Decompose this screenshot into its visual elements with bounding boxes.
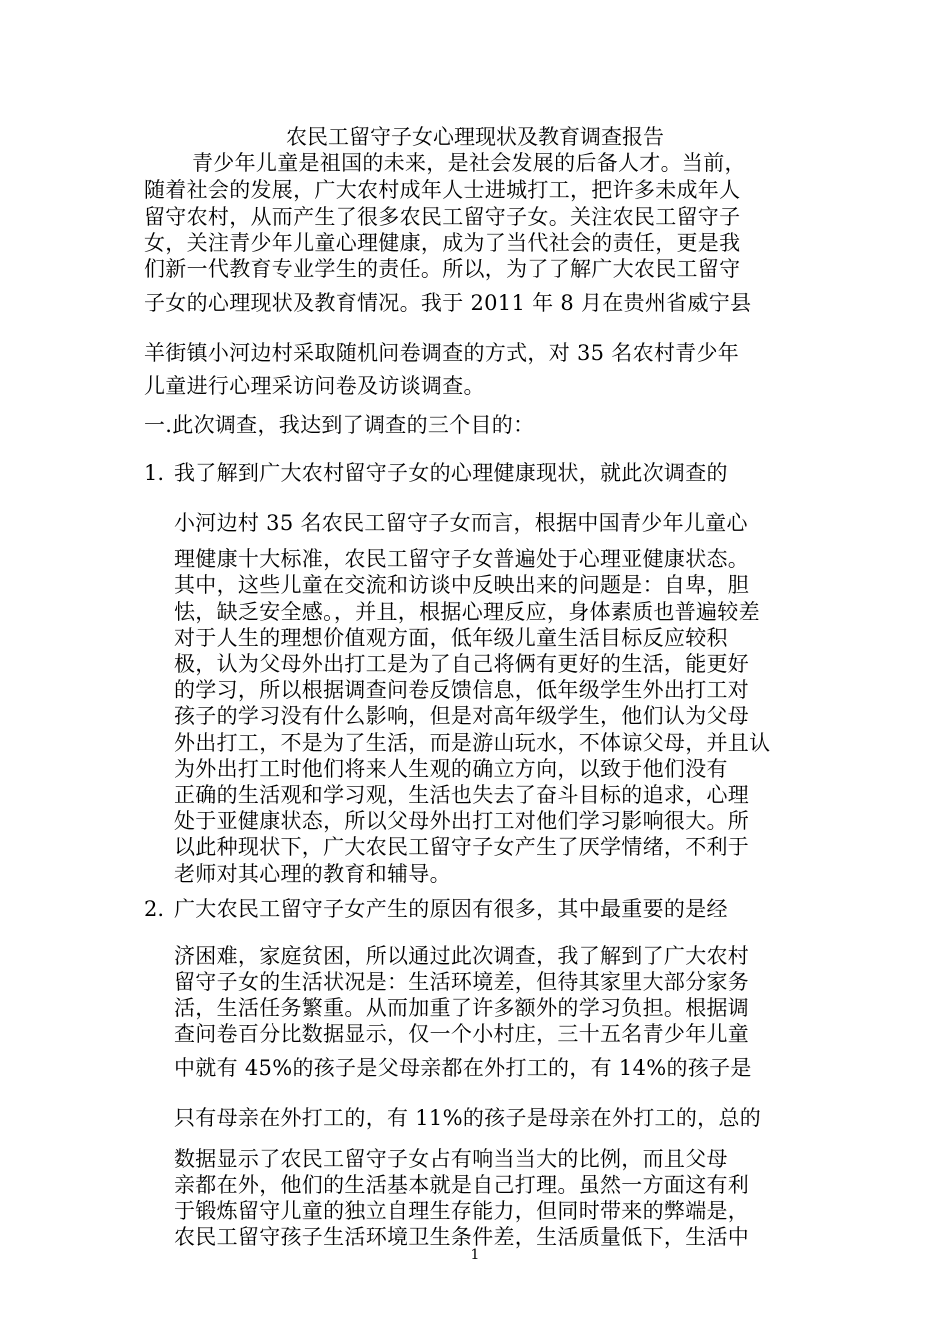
intro-line: 随着社会的发展，广大农村成年人士进城打工，把许多未成年人 [144, 178, 741, 202]
list-item-line: 小河边村 35 名农民工留守子女而言，根据中国青少年儿童心 [174, 511, 748, 535]
list-item-line: 处于亚健康状态，所以父母外出打工对他们学习影响很大。所 [174, 809, 750, 833]
list-item-line: 正确的生活观和学习观，生活也失去了奋斗目标的追求，心理 [174, 783, 750, 807]
list-item-line: 活，生活任务繁重。从而加重了许多额外的学习负担。根据调 [174, 996, 750, 1020]
page-number: 1 [470, 1247, 480, 1263]
intro-line: 留守农村，从而产生了很多农民工留守子女。关注农民工留守子 [144, 205, 741, 229]
intro-line: 女，关注青少年儿童心理健康，成为了当代社会的责任，更是我 [144, 231, 741, 255]
list-item-line: 的学习，所以根据调查问卷反馈信息，低年级学生外出打工对 [174, 678, 750, 702]
list-item-line: 理健康十大标准，农民工留守子女普遍处于心理亚健康状态。 [174, 547, 750, 571]
list-number: 1. [144, 461, 165, 485]
list-item-line: 为外出打工时他们将来人生观的确立方向，以致于他们没有 [174, 757, 728, 781]
list-item-line: 老师对其心理的教育和辅导。 [174, 862, 451, 886]
intro-line: 青少年儿童是祖国的未来，是社会发展的后备人才。当前， [192, 151, 746, 175]
list-item-line: 对于人生的理想价值观方面，低年级儿童生活目标反应较积 [174, 626, 728, 650]
list-item-line: 外出打工，不是为了生活，而是游山玩水，不体谅父母，并且认 [174, 731, 771, 755]
list-item-line: 中就有 45%的孩子是父母亲都在外打工的，有 14%的孩子是 [174, 1056, 752, 1080]
intro-line: 羊街镇小河边村采取随机问卷调查的方式，对 35 名农村青少年 [144, 341, 740, 365]
list-number: 2. [144, 897, 165, 921]
list-item-line: 留守子女的生活状况是：生活环境差，但待其家里大部分家务 [174, 970, 750, 994]
intro-line: 们新一代教育专业学生的责任。所以，为了了解广大农民工留守 [144, 257, 741, 281]
list-item-line: 亲都在外，他们的生活基本就是自己打理。虽然一方面这有利 [174, 1173, 750, 1197]
intro-line: 子女的心理现状及教育情况。我于 2011 年 8 月在贵州省威宁县 [144, 291, 752, 315]
list-item-line: 我了解到广大农村留守子女的心理健康现状，就此次调查的 [174, 461, 728, 485]
list-item-line: 只有母亲在外打工的，有 11%的孩子是母亲在外打工的，总的 [174, 1106, 762, 1130]
list-item-line: 农民工留守孩子生活环境卫生条件差，生活质量低下，生活中 [174, 1225, 750, 1249]
section-heading: 一.此次调查，我达到了调查的三个目的： [144, 413, 535, 437]
list-item-line: 以此种现状下，广大农民工留守子女产生了厌学情绪，不利于 [174, 835, 750, 859]
list-item-line: 济困难，家庭贫困，所以通过此次调查，我了解到了广大农村 [174, 944, 750, 968]
document-title: 农民工留守子女心理现状及教育调查报告 [286, 125, 664, 149]
list-item-line: 查问卷百分比数据显示，仅一个小村庄，三十五名青少年儿童 [174, 1022, 750, 1046]
list-item-line: 极，认为父母外出打工是为了自己将俩有更好的生活，能更好 [174, 652, 750, 676]
list-item-line: 于锻炼留守儿童的独立自理生存能力，但同时带来的弊端是， [174, 1199, 750, 1223]
list-item-line: 怯，缺乏安全感。，并且，根据心理反应，身体素质也普遍较差 [174, 600, 760, 624]
list-item-line: 广大农民工留守子女产生的原因有很多，其中最重要的是经 [174, 897, 728, 921]
list-item-line: 其中，这些儿童在交流和访谈中反映出来的问题是：自卑，胆 [174, 573, 750, 597]
intro-line: 儿童进行心理采访问卷及访谈调查。 [144, 374, 485, 398]
list-item-line: 孩子的学习没有什么影响，但是对高年级学生，他们认为父母 [174, 704, 750, 728]
list-item-line: 数据显示了农民工留守子女占有响当当大的比例，而且父母 [174, 1147, 728, 1171]
